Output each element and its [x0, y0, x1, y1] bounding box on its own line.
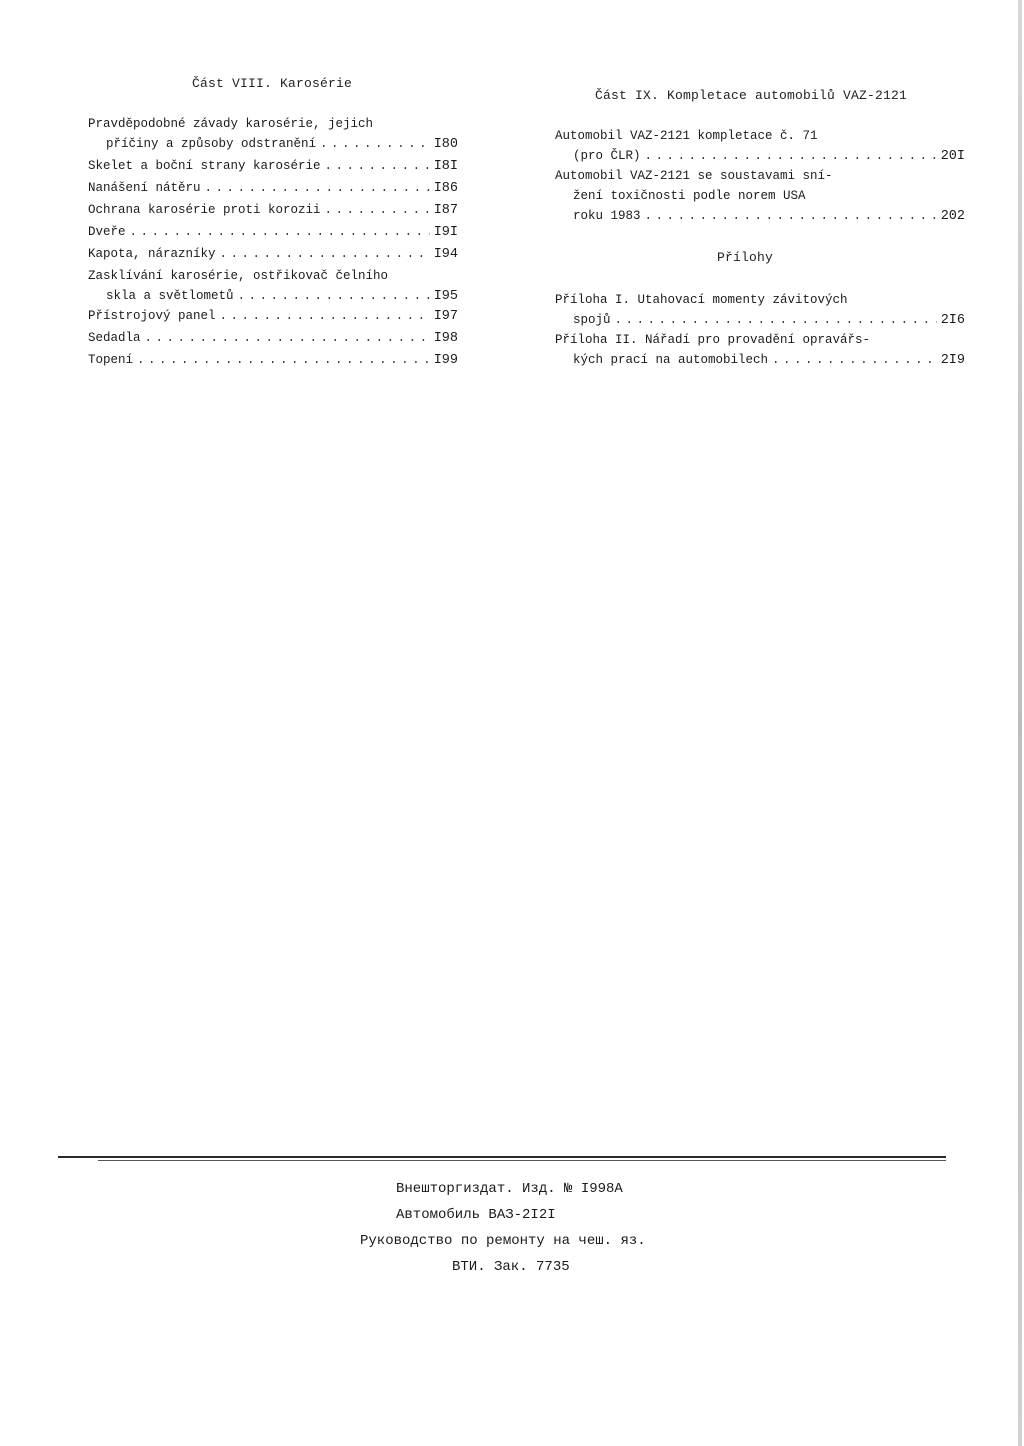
toc-entry-last-line — [88, 222, 458, 242]
toc-entry — [88, 350, 458, 370]
toc-entry-last-line — [88, 156, 458, 176]
toc-entry-last-line — [555, 206, 965, 226]
leader-dots — [238, 286, 430, 306]
toc-entry — [88, 200, 458, 220]
toc-entry-last-line — [88, 178, 458, 198]
leader-dots — [325, 156, 430, 176]
toc-page-number: I95 — [433, 289, 458, 304]
leader-dots — [137, 350, 430, 370]
leader-dots — [205, 178, 430, 198]
leader-dots — [772, 350, 937, 370]
toc-entry-last-line — [555, 350, 965, 370]
toc-entry-text: Dveře — [88, 225, 126, 239]
toc-entry — [88, 328, 458, 348]
toc-entry-last-line — [88, 244, 458, 264]
toc-entry-last-line — [88, 350, 458, 370]
toc-entry-text: Přístrojový panel — [88, 309, 216, 323]
toc-entry — [88, 306, 458, 326]
imprint-line: Внешторгиздат. Изд. № I998А — [396, 1181, 623, 1197]
toc-page-number: I86 — [433, 181, 458, 196]
leader-dots — [615, 310, 937, 330]
toc-entry-text: Kapota, nárazníky — [88, 247, 216, 261]
toc-entry-text: Nanášení nátěru — [88, 181, 201, 195]
toc-entry-last-line — [88, 134, 458, 154]
toc-entry-last-line — [555, 310, 965, 330]
toc-entry-text: Příloha II. Nářadí pro provadění opravářs- — [555, 333, 871, 347]
leader-dots — [320, 134, 430, 154]
leader-dots — [645, 146, 937, 166]
toc-entry — [555, 330, 965, 370]
toc-entry-last-line — [88, 286, 458, 306]
publisher-imprint — [360, 1176, 680, 1280]
toc-entry-text: Skelet a boční strany karosérie — [88, 159, 321, 173]
imprint-line: ВТИ. Зак. 7735 — [452, 1259, 570, 1275]
toc-page-number: I99 — [433, 353, 458, 368]
toc-entry — [88, 156, 458, 176]
toc-entry-last-line — [88, 306, 458, 326]
leader-dots — [645, 206, 937, 226]
toc-entry-last-line — [555, 146, 965, 166]
toc-entry-text: příčiny a způsoby odstranění — [106, 137, 317, 151]
appendix-heading: Přílohy — [717, 250, 774, 265]
toc-entry-text: Automobil VAZ-2121 se soustavami sní- — [555, 169, 833, 183]
toc-entry — [88, 222, 458, 242]
imprint-line: Автомобиль ВАЗ-2I2I — [396, 1207, 556, 1223]
toc-page-number: I97 — [433, 309, 458, 324]
scan-edge-shadow — [1018, 0, 1022, 1446]
toc-entry — [88, 178, 458, 198]
toc-entry — [88, 266, 458, 306]
toc-entry-text: Automobil VAZ-2121 kompletace č. 71 — [555, 129, 818, 143]
toc-entry — [555, 166, 965, 226]
toc-entry-text: Zasklívání karosérie, ostřikovač čelního — [88, 269, 389, 283]
toc-page-number: 2I6 — [940, 313, 965, 328]
toc-entry-text: Sedadla — [88, 331, 141, 345]
toc-page-number: 20I — [940, 149, 965, 164]
toc-entry-last-line — [88, 200, 458, 220]
toc-page-number: 2I9 — [940, 353, 965, 368]
toc-entry-text: spojů — [573, 313, 611, 327]
leader-dots — [220, 244, 430, 264]
toc-page-number: I9I — [433, 225, 458, 240]
toc-entry-text: Ochrana karosérie proti korozii — [88, 203, 321, 217]
toc-page-number: I87 — [433, 203, 458, 218]
toc-entry-text: Pravděpodobné závady karosérie, jejich — [88, 117, 374, 131]
toc-entry — [88, 244, 458, 264]
leader-dots — [220, 306, 430, 326]
toc-page-number: I94 — [433, 247, 458, 262]
divider-line — [98, 1160, 946, 1161]
toc-entry — [555, 126, 965, 166]
toc-page-number: I8I — [433, 159, 458, 174]
toc-entry-text: roku 1983 — [573, 209, 641, 223]
toc-page-number: 202 — [940, 209, 965, 224]
toc-entry-last-line — [88, 328, 458, 348]
leader-dots — [130, 222, 430, 242]
section-heading-part-8: Část VIII. Karosérie — [192, 76, 353, 91]
toc-entry-text: skla a světlometů — [106, 289, 234, 303]
toc-entry-text: (pro ČLR) — [573, 149, 641, 163]
imprint-line: Руководство по ремонту на чеш. яз. — [360, 1233, 646, 1249]
toc-page-number: I98 — [433, 331, 458, 346]
toc-entry-text: žení toxičnosti podle norem USA — [573, 189, 806, 203]
section-heading-part-9: Část IX. Kompletace automobilů VAZ-2121 — [595, 88, 908, 103]
leader-dots — [145, 328, 430, 348]
footer-divider — [58, 1156, 946, 1164]
leader-dots — [325, 200, 430, 220]
toc-entry — [555, 290, 965, 330]
divider-line — [58, 1156, 946, 1158]
toc-entry-text: Příloha I. Utahovací momenty závitových — [555, 293, 848, 307]
toc-entry-text: kých prací na automobilech — [573, 353, 769, 367]
toc-page-number: I80 — [433, 137, 458, 152]
toc-entry — [88, 114, 458, 154]
toc-entry-text: Topení — [88, 353, 134, 367]
